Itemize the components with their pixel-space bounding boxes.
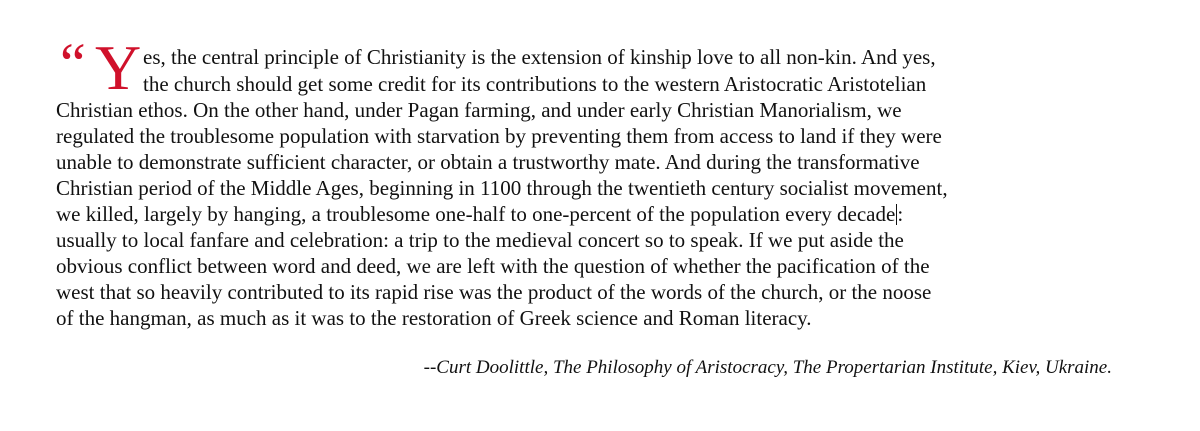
quote-line-3: Christian ethos. On the other hand, under Pagan farming, and under early Christian Manorialism, we [56, 98, 902, 122]
quote-attribution: --Curt Doolittle, The Philosophy of Aristocracy, The Propertarian Institute, Kiev, Ukraine. [423, 357, 1112, 378]
opening-quote-mark: “ [60, 31, 84, 96]
quote-line-5: unable to demonstrate sufficient character, or obtain a trustworthy mate. And during the transformative [56, 150, 920, 174]
quote-line-9: obvious conflict between word and deed, we are left with the question of whether the pacification of the [56, 254, 930, 278]
quote-line-10: west that so heavily contributed to its rapid rise was the product of the words of the church, or the noose [56, 280, 932, 304]
quote-block[interactable] [56, 31, 1166, 380]
quote-line-2: the church should get some credit for its contributions to the western Aristocratic Aristotelian [143, 72, 927, 96]
quote-line-1: es, the central principle of Christianity is the extension of kinship love to all non-kin. And yes, [143, 45, 936, 69]
quote-line-11: of the hangman, as much as it was to the restoration of Greek science and Roman literacy. [56, 306, 812, 330]
quote-line-7 [56, 201, 903, 227]
drop-cap-letter: Y [95, 32, 142, 103]
quote-line-7-colon: : [897, 202, 904, 226]
quote-line-8: usually to local fanfare and celebration: a trip to the medieval concert so to speak. If we put aside the [56, 228, 904, 252]
quote-line-6: Christian period of the Middle Ages, beginning in 1100 through the twentieth century socialist movement, [56, 176, 948, 200]
quote-line-7-text: we killed, largely by hanging, a troublesome one-half to one-percent of the population every decade [56, 202, 896, 226]
quote-line-4: regulated the troublesome population with starvation by preventing them from access to land if they were [56, 124, 942, 148]
